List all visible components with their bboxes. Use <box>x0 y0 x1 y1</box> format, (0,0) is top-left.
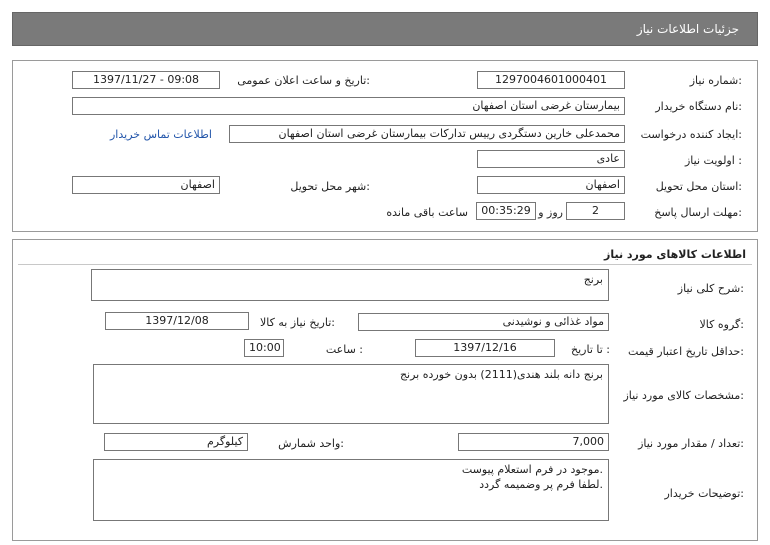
page-title: جزئیات اطلاعات نیاز <box>636 22 739 36</box>
summary-label: شرح کلی نیاز: <box>677 282 744 295</box>
qty-field: 7,000 <box>458 433 609 451</box>
city-field: اصفهان <box>72 176 220 194</box>
goods-section-title: اطلاعات کالاهای مورد نیاز <box>604 248 746 261</box>
province-field: اصفهان <box>477 176 625 194</box>
group-label: گروه کالا: <box>699 318 744 331</box>
validity-label: حداقل تاریخ اعتبار قیمت: <box>628 345 744 358</box>
buyer-label: نام دستگاه خریدار: <box>655 100 742 113</box>
announce-field: 1397/11/27 - 09:08 <box>72 71 220 89</box>
notes-line-1: موجود در فرم استعلام پیوست. <box>461 463 603 476</box>
unit-label: واحد شمارش: <box>278 437 344 450</box>
unit-field: کیلوگرم <box>104 433 248 451</box>
announce-label: تاریخ و ساعت اعلان عمومی: <box>237 74 370 87</box>
hour-field: 10:00 <box>244 339 284 357</box>
need-date-field: 1397/12/08 <box>105 312 249 330</box>
group-field: مواد غذائی و نوشیدنی <box>358 313 609 331</box>
days-unit: روز و <box>538 206 563 219</box>
buyer-field: بیمارستان غرضی استان اصفهان <box>72 97 625 115</box>
days-field: 2 <box>566 202 625 220</box>
to-date-field: 1397/12/16 <box>415 339 555 357</box>
time-left-unit: ساعت باقی مانده <box>386 206 468 219</box>
priority-label: اولویت نیاز : <box>684 154 742 167</box>
priority-field: عادی <box>477 150 625 168</box>
buyer-contact-link[interactable]: اطلاعات تماس خریدار <box>110 128 212 141</box>
to-date-label: تا تاریخ : <box>571 343 610 356</box>
specs-label: مشخصات کالای مورد نیاز: <box>623 389 744 402</box>
need-date-label: تاریخ نیاز به کالا: <box>260 316 335 329</box>
notes-field <box>93 459 609 521</box>
need-number-field: 1297004601000401 <box>477 71 625 89</box>
requester-label: ایجاد کننده درخواست: <box>640 128 742 141</box>
need-number-label: شماره نیاز: <box>689 74 742 87</box>
notes-label: توضیحات خریدار: <box>664 487 744 500</box>
city-label: شهر محل تحویل: <box>290 180 370 193</box>
notes-line-2: لطفا فرم پر وضمیمه گردد. <box>479 478 603 491</box>
hour-label: ساعت : <box>325 343 363 356</box>
deadline-label: مهلت ارسال پاسخ: <box>654 206 742 219</box>
time-left-field: 00:35:29 <box>476 202 536 220</box>
specs-field: برنج دانه بلند هندی(2111) بدون خورده برنج <box>93 364 609 424</box>
requester-field: محمدعلی خارین دستگردی رییس تدارکات بیمارستان غرضی استان اصفهان <box>229 125 625 143</box>
province-label: استان محل تحویل: <box>655 180 742 193</box>
page-header <box>12 12 758 46</box>
qty-label: تعداد / مقدار مورد نیاز: <box>638 437 744 450</box>
summary-field: برنج <box>91 269 609 301</box>
section-divider <box>18 264 752 265</box>
